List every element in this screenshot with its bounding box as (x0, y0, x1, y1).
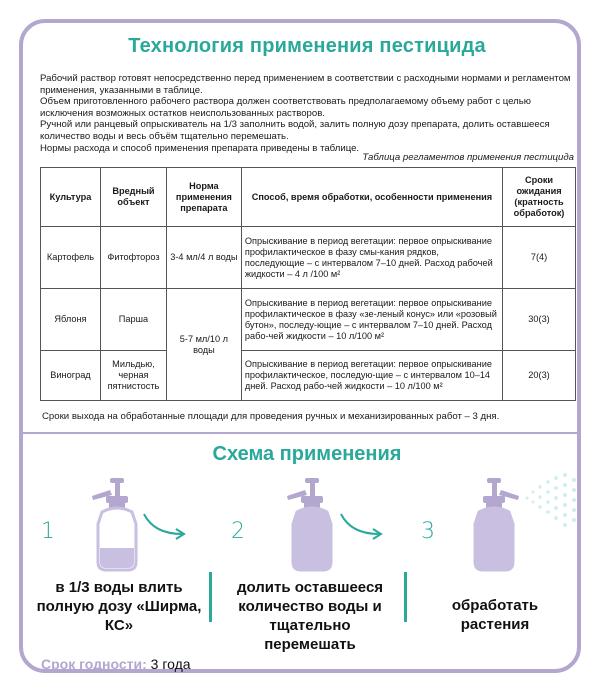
cell-rate: 5-7 мл/10 л воды (166, 289, 241, 401)
header-wait: Сроки ожидания (кратность обработок) (503, 168, 576, 227)
header-method: Способ, время обработки, особенности применения (241, 168, 502, 227)
cell-pest: Фитофтороз (100, 227, 166, 289)
page-title: Технология применения пестицида (128, 35, 486, 57)
shelf-life-label: Срок годности: (41, 656, 147, 672)
cell-wait: 30(3) (503, 289, 576, 351)
arrow-icon (337, 510, 387, 540)
cell-wait: 7(4) (503, 227, 576, 289)
cell-rate: 3-4 мл/4 л воды (166, 227, 241, 289)
cell-crop: Картофель (41, 227, 101, 289)
header-rate: Норма применения препарата (166, 168, 241, 227)
step-number: 3 (421, 519, 435, 544)
shelf-life-value: 3 года (150, 656, 191, 672)
reentry-footnote: Сроки выхода на обработанные площади для проведения ручных и механизированных работ – 3 дня. (42, 411, 500, 422)
step-text: обработать растения (451, 597, 539, 633)
table-row (41, 351, 576, 401)
header-pest: Вредный объект (100, 168, 166, 227)
cell-crop: Виноград (41, 351, 101, 401)
table-header-row (41, 168, 576, 227)
cell-crop: Яблоня (41, 289, 101, 351)
step-text: в 1/3 воды влить полную дозу «Ширма, КС» (36, 579, 202, 634)
cell-method: Опрыскивание в период вегетации: первое опрыскивание профилактическое в фазу смы-кания рядков, последующие – с интервалом 7–10 дней. Расход рабочей жидкости – 4 л /100 м² (241, 227, 502, 289)
step-separator (209, 572, 212, 622)
cell-pest: Мильдью, черная пятнистость (100, 351, 166, 401)
intro-paragraph: Объем приготовленного рабочего раствора должен соответствовать предполагаемому объему работ с целью исключения возможных остатков неиспользованных растворов. (40, 96, 531, 119)
intro-paragraph: Ручной или ранцевый опрыскиватель на 1/3 заполнить водой, залить полную дозу препарата, долить оставшееся количество воды и весь объём тщательно перемешать. (40, 119, 550, 142)
intro-paragraph: Рабочий раствор готовят непосредственно перед применением в соответствии с расходными нормами и регламентом применения, указанными в таблице. (40, 73, 571, 96)
step-text: долить оставшееся количество воды и тщательно перемешать (236, 579, 384, 653)
intro-paragraph: Нормы расхода и способ применения препарата приведены в таблице. (40, 142, 360, 154)
cell-method: Опрыскивание в период вегетации: первое опрыскивание профилактическое в фазу «зе-леный конус» или «розовый бутон», последу-ющие – с интервалом 7–10 дней. Расход рабо-чей жидкости – 10 л/100 м² (241, 289, 502, 351)
cell-pest: Парша (100, 289, 166, 351)
section-divider (23, 432, 577, 434)
cell-wait: 20(3) (503, 351, 576, 401)
arrow-icon (140, 510, 190, 540)
intro-text (40, 73, 578, 154)
step-separator (404, 572, 407, 622)
cell-method: Опрыскивание в период вегетации: первое опрыскивание профилактическое, последую-щие – с интервалом 10–14 дней. Расход рабо-чей жидкости – 10 л/100 м² (241, 351, 502, 401)
step-number: 2 (231, 519, 245, 544)
table-caption: Таблица регламентов применения пестицида (362, 152, 574, 163)
header-crop: Культура (41, 168, 101, 227)
step-number: 1 (41, 519, 55, 544)
table-row (41, 227, 576, 289)
scheme-title: Схема применения (212, 443, 402, 465)
shelf-life (41, 656, 191, 672)
regulation-table (40, 167, 576, 401)
table-row (41, 289, 576, 351)
spraying-sprayer-icon (455, 470, 580, 576)
sprayer-icon (275, 476, 345, 576)
spray-mist (526, 473, 577, 527)
